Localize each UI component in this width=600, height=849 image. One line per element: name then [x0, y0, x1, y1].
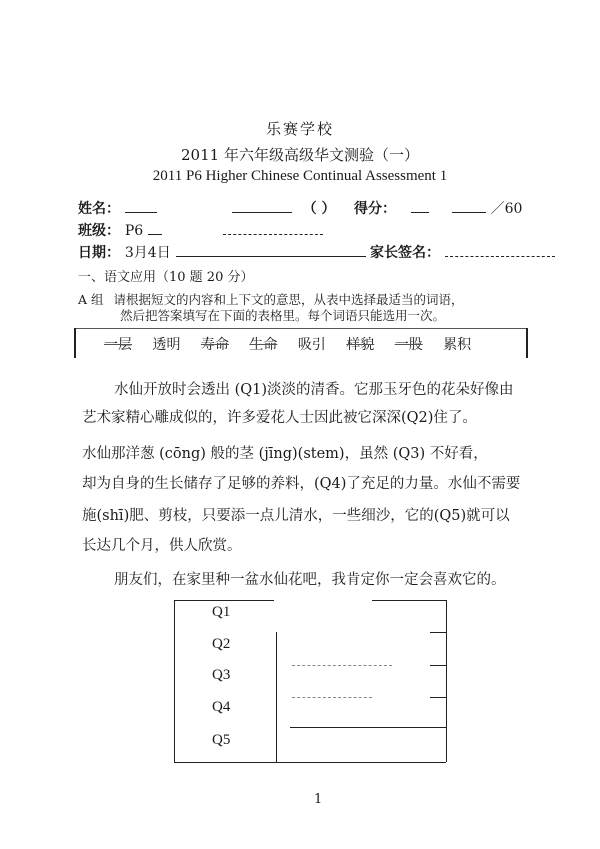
class-value: P6	[124, 223, 144, 239]
word-bank-top-border	[76, 328, 526, 329]
word-bank-item: 样貌	[346, 337, 375, 353]
score-row	[354, 198, 522, 218]
table-top-border-right	[372, 600, 446, 601]
answer-row-label: Q4	[212, 699, 231, 715]
answer-cell-q1[interactable]	[290, 602, 430, 630]
word-bank-item: 一层	[104, 337, 132, 353]
passage-line: 却为自身的生长储存了足够的养料，(Q4)了充足的力量。水仙不需要	[82, 476, 521, 492]
table-row-line	[290, 727, 446, 728]
table-row-line	[430, 697, 446, 698]
date-value: 3月4日	[124, 245, 171, 261]
word-bank-item: 透明	[152, 337, 181, 353]
passage-line: 水仙那洋葱 (cōng) 般的茎 (jīng)(stem)，虽然 (Q3) 不好看，	[82, 446, 488, 462]
class-row	[78, 220, 323, 240]
word-bank-item: 生命	[249, 337, 278, 353]
name-blank[interactable]	[125, 200, 157, 213]
parent-signature-row	[370, 242, 555, 262]
word-bank-item: 累积	[443, 337, 472, 353]
group-label: A 组	[78, 292, 104, 307]
answer-cell-q5[interactable]	[290, 730, 430, 758]
word-bank-list	[104, 334, 471, 354]
name-label: 姓名：	[78, 201, 120, 217]
answer-row-label: Q5	[212, 732, 231, 748]
date-label: 日期：	[78, 245, 120, 261]
table-row-line	[430, 665, 446, 666]
score-total: ／60	[490, 201, 523, 217]
class-blank[interactable]	[148, 222, 162, 235]
parent-signature-blank[interactable]	[445, 244, 555, 257]
instruction-text-1: 请根据短文的内容和上下文的意思，从表中选择最适当的词语，	[113, 292, 464, 307]
class-label: 班级：	[78, 223, 120, 239]
passage-line: 水仙开放时会透出 (Q1)淡淡的清香。它那玉牙色的花朵好像由	[114, 382, 514, 398]
test-title-chinese: 2011 年六年级高级华文测验（一）	[181, 146, 419, 164]
school-name: 乐赛学校	[265, 120, 334, 138]
page-number: 1	[314, 792, 323, 807]
word-bank-item: 一股	[394, 337, 423, 353]
word-bank-item: 吸引	[297, 337, 326, 353]
date-blank[interactable]	[176, 244, 366, 257]
passage-line: 艺术家精心雕成似的，许多爱花人士因此被它深深(Q2)住了。	[82, 410, 477, 426]
answer-row-label: Q3	[212, 667, 231, 683]
passage-line: 朋友们，在家里种一盆水仙花吧，我肯定你一定会喜欢它的。	[114, 572, 506, 588]
score-label: 得分：	[354, 201, 396, 217]
answer-row-label: Q2	[212, 636, 231, 652]
answer-row-label: Q1	[212, 604, 231, 620]
table-right-border-lower	[446, 634, 447, 762]
instruction-line-2: 然后把答案填写在下面的表格里。每个词语只能选用一次。	[120, 308, 446, 323]
index-number-parens: （ ）	[302, 201, 336, 217]
parent-signature-label: 家长签名：	[370, 245, 440, 261]
score-blank[interactable]	[411, 200, 429, 213]
passage-line: 施(shī)肥、剪枝，只要添一点儿清水，一些细沙，它的(Q5)就可以	[82, 508, 510, 524]
table-left-border	[174, 600, 175, 762]
name-row	[78, 198, 336, 218]
class-blank-2[interactable]	[223, 222, 323, 235]
table-top-border	[174, 600, 274, 601]
word-bank-box	[74, 328, 528, 358]
table-mid-divider	[276, 632, 277, 762]
answer-cell-q4[interactable]	[290, 698, 430, 726]
passage-line: 长达几个月，供人欣赏。	[82, 538, 242, 554]
word-bank-item: 寿命	[200, 337, 229, 353]
table-right-border	[446, 600, 447, 634]
table-bottom-border	[174, 762, 446, 763]
section-title: 一、语文应用（10 题 20 分）	[78, 270, 254, 285]
test-title-english: 2011 P6 Higher Chinese Continual Assessment 1	[152, 168, 448, 184]
table-row-line	[430, 632, 446, 633]
score-blank-2[interactable]	[452, 200, 486, 213]
answer-cell-q3[interactable]	[290, 666, 430, 694]
date-row	[78, 242, 366, 262]
answer-cell-q2[interactable]	[290, 634, 430, 662]
name-blank-2[interactable]	[232, 200, 292, 213]
